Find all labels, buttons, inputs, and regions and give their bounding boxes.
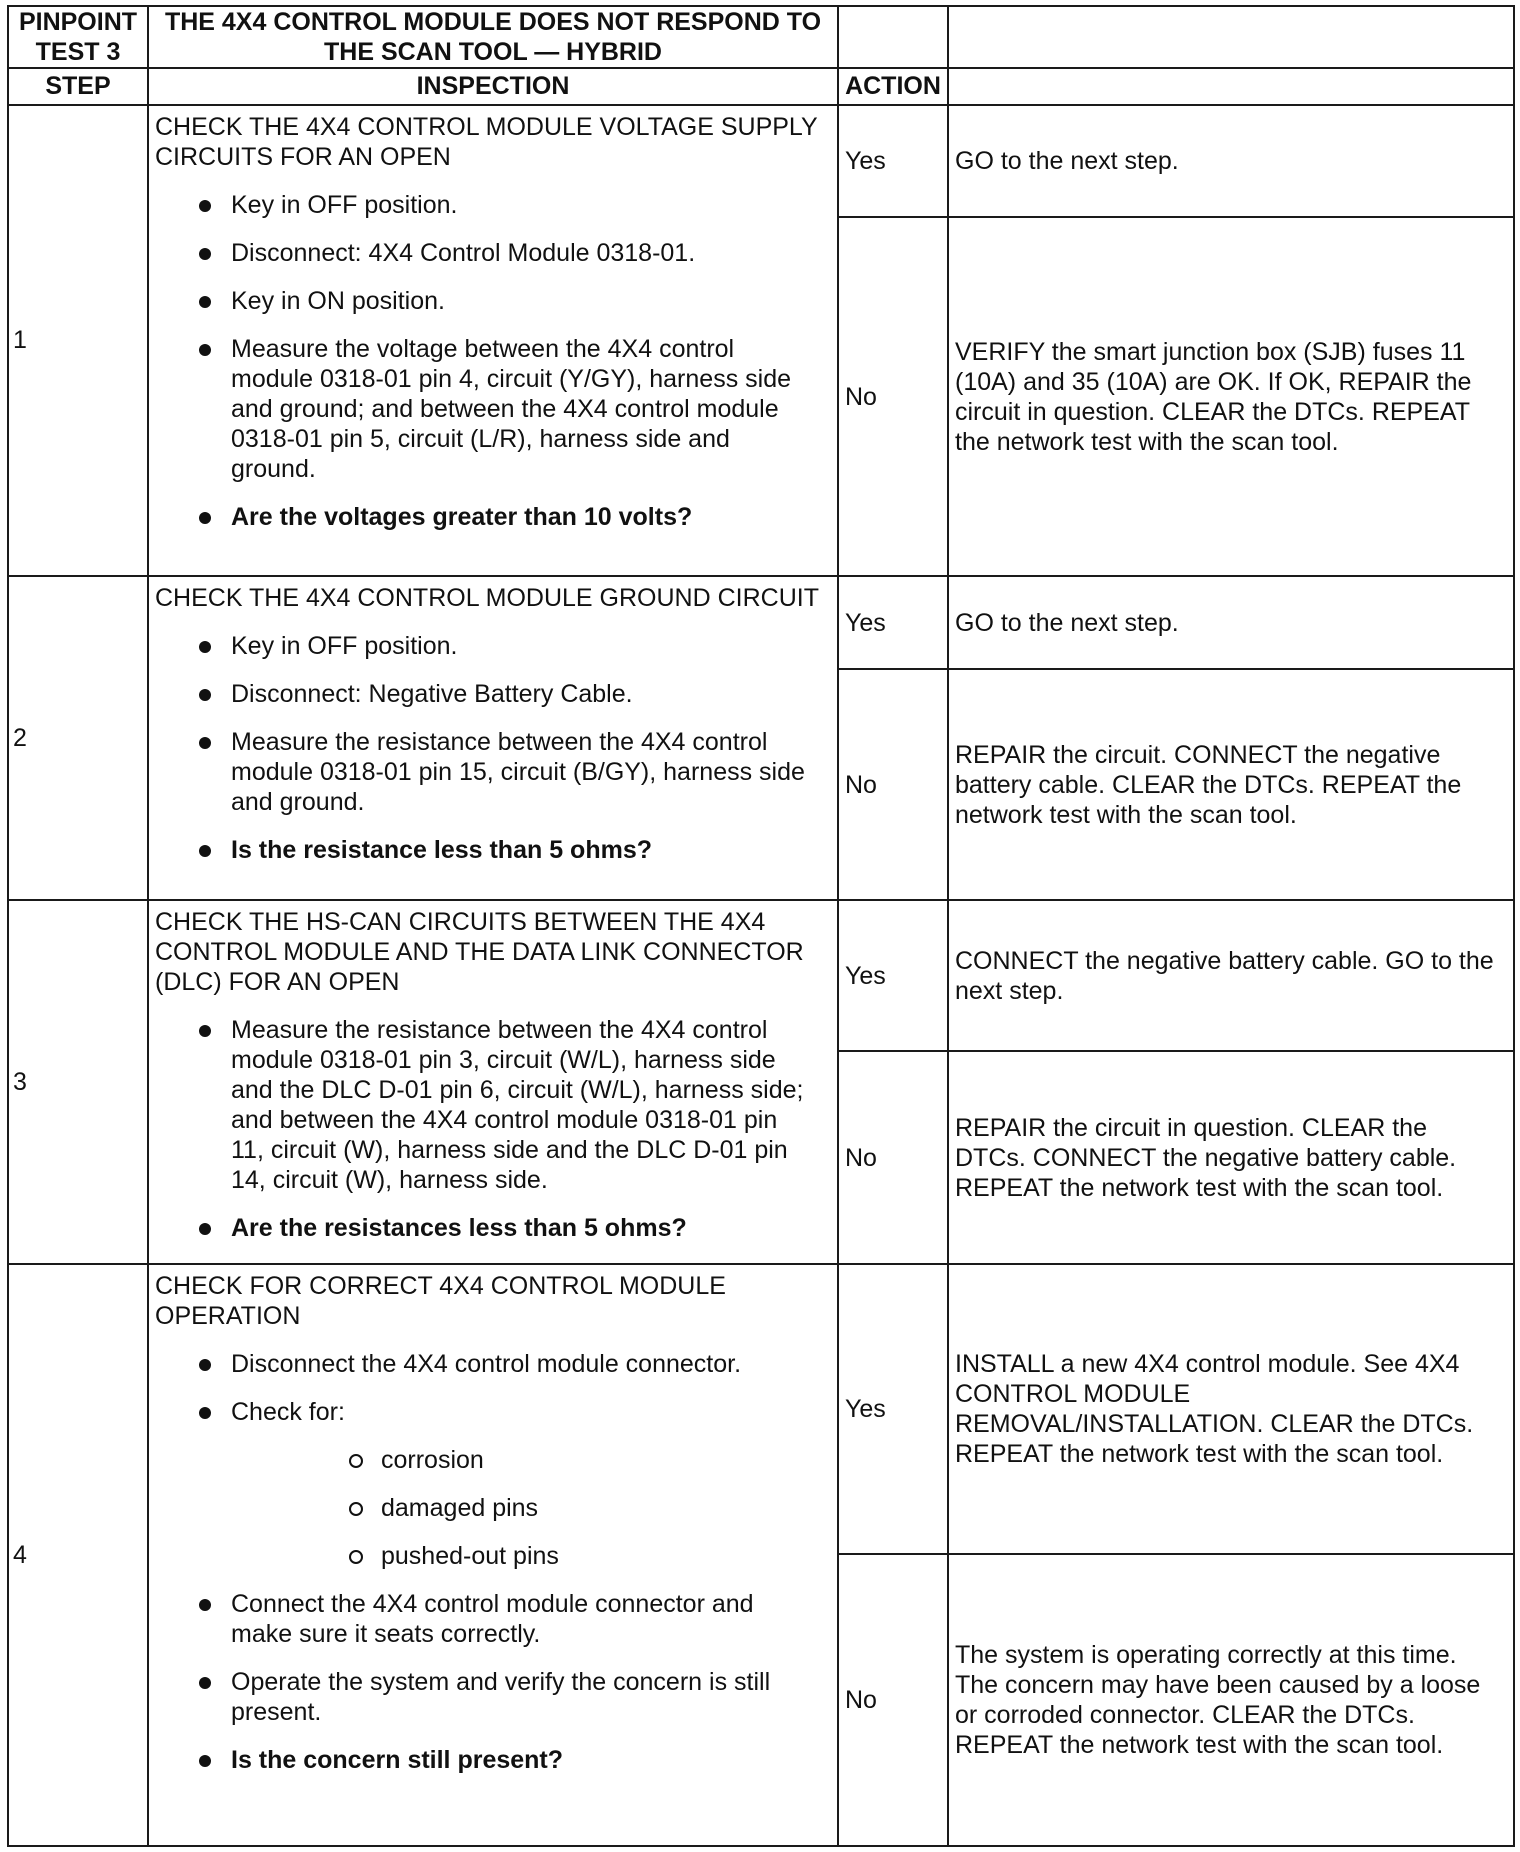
column-header-row: [8, 68, 1514, 104]
instruction-item: Key in ON position.: [155, 286, 831, 316]
answer-no: No: [838, 1051, 948, 1264]
instruction-item: Connect the 4X4 control module connector and make sure it seats correctly.: [155, 1589, 831, 1649]
instruction-item: Operate the system and verify the concern is still present.: [155, 1667, 831, 1727]
pinpoint-label-line2: TEST 3: [35, 38, 121, 67]
test-title-line1: THE 4X4 CONTROL MODULE DOES NOT RESPOND TO: [164, 8, 822, 37]
instruction-item: Measure the resistance between the 4X4 control module 0318-01 pin 3, circuit (W/L), harness side and the DLC D-01 pin 6, circuit (W/L), harness side; and between the 4X4 control module 0318-01 pin 11, circuit (W), harness side and the DLC D-01 pin 14, circuit (W), harness side.: [155, 1015, 831, 1195]
column-header-blank: [948, 68, 1514, 104]
step-number: 1: [8, 105, 148, 577]
step-heading: CHECK THE 4X4 CONTROL MODULE GROUND CIRCUIT: [155, 584, 819, 613]
test-title: [148, 6, 838, 68]
step-2-yes-row: [8, 576, 1514, 669]
instruction-list: [155, 1015, 831, 1243]
column-header-inspection: INSPECTION: [148, 68, 838, 104]
instruction-item: Key in OFF position.: [155, 631, 831, 661]
column-header-action: ACTION: [838, 68, 948, 104]
instruction-item: Disconnect: 4X4 Control Module 0318-01.: [155, 238, 831, 268]
action-no: REPAIR the circuit. CONNECT the negative battery cable. CLEAR the DTCs. REPEAT the network test with the scan tool.: [948, 669, 1514, 900]
instruction-item: Measure the resistance between the 4X4 control module 0318-01 pin 15, circuit (B/GY), harness side and ground.: [155, 727, 831, 817]
test-title-line2: THE SCAN TOOL — HYBRID: [324, 38, 662, 67]
pinpoint-label: [8, 6, 148, 68]
step-question: Are the resistances less than 5 ohms?: [155, 1213, 831, 1243]
step-inspection: [148, 1264, 838, 1846]
answer-yes: Yes: [838, 900, 948, 1051]
step-1-yes-row: [8, 105, 1514, 218]
step-heading: CHECK THE 4X4 CONTROL MODULE VOLTAGE SUPPLY CIRCUITS FOR AN OPEN: [155, 112, 818, 171]
column-header-step: STEP: [8, 68, 148, 104]
instruction-list: [155, 190, 831, 532]
title-row: [8, 6, 1514, 68]
answer-yes: Yes: [838, 105, 948, 218]
pinpoint-test-table: [7, 5, 1515, 1847]
check-subitem: corrosion: [231, 1445, 813, 1475]
check-sublist: [231, 1445, 813, 1571]
answer-no: No: [838, 669, 948, 900]
answer-yes: Yes: [838, 1264, 948, 1554]
instruction-list: [155, 1349, 831, 1775]
action-no: REPAIR the circuit in question. CLEAR the DTCs. CONNECT the negative battery cable. REPEAT the network test with the scan tool.: [948, 1051, 1514, 1264]
answer-no: No: [838, 1554, 948, 1846]
step-number: 2: [8, 576, 148, 900]
pinpoint-label-line1: PINPOINT: [18, 8, 138, 37]
action-yes: INSTALL a new 4X4 control module. See 4X4 CONTROL MODULE REMOVAL/INSTALLATION. CLEAR the DTCs. REPEAT the network test with the scan tool.: [948, 1264, 1514, 1554]
action-no: The system is operating correctly at this time. The concern may have been caused by a loose or corroded connector. CLEAR the DTCs. REPEAT the network test with the scan tool.: [948, 1554, 1514, 1846]
step-question: Are the voltages greater than 10 volts?: [155, 502, 831, 532]
instruction-item: [155, 1397, 831, 1571]
action-no: VERIFY the smart junction box (SJB) fuses 11 (10A) and 35 (10A) are OK. If OK, REPAIR the circuit in question. CLEAR the DTCs. REPEAT the network test with the scan tool.: [948, 217, 1514, 576]
step-heading: CHECK THE HS-CAN CIRCUITS BETWEEN THE 4X4 CONTROL MODULE AND THE DATA LINK CONNECTOR (DLC) FOR AN OPEN: [155, 908, 804, 997]
step-heading: CHECK FOR CORRECT 4X4 CONTROL MODULE OPERATION: [155, 1272, 726, 1331]
instruction-item: Key in OFF position.: [155, 190, 831, 220]
instruction-item-text: Check for:: [231, 1398, 345, 1427]
answer-yes: Yes: [838, 576, 948, 669]
check-subitem: pushed-out pins: [231, 1541, 813, 1571]
step-inspection: [148, 105, 838, 577]
step-inspection: [148, 900, 838, 1264]
step-3-yes-row: [8, 900, 1514, 1051]
instruction-item: Measure the voltage between the 4X4 control module 0318-01 pin 4, circuit (Y/GY), harness side and ground; and between the 4X4 control module 0318-01 pin 5, circuit (L/R), harness side and ground.: [155, 334, 831, 484]
step-number: 4: [8, 1264, 148, 1846]
step-question: Is the concern still present?: [155, 1745, 831, 1775]
action-yes: GO to the next step.: [948, 105, 1514, 218]
check-subitem: damaged pins: [231, 1493, 813, 1523]
instruction-list: [155, 631, 831, 865]
instruction-item: Disconnect: Negative Battery Cable.: [155, 679, 831, 709]
step-question: Is the resistance less than 5 ohms?: [155, 835, 831, 865]
header-blank-cell: [838, 6, 948, 68]
action-yes: CONNECT the negative battery cable. GO to the next step.: [948, 900, 1514, 1051]
step-inspection: [148, 576, 838, 900]
header-blank-cell: [948, 6, 1514, 68]
instruction-item: Disconnect the 4X4 control module connector.: [155, 1349, 831, 1379]
step-number: 3: [8, 900, 148, 1264]
answer-no: No: [838, 217, 948, 576]
step-4-yes-row: [8, 1264, 1514, 1554]
action-yes: GO to the next step.: [948, 576, 1514, 669]
